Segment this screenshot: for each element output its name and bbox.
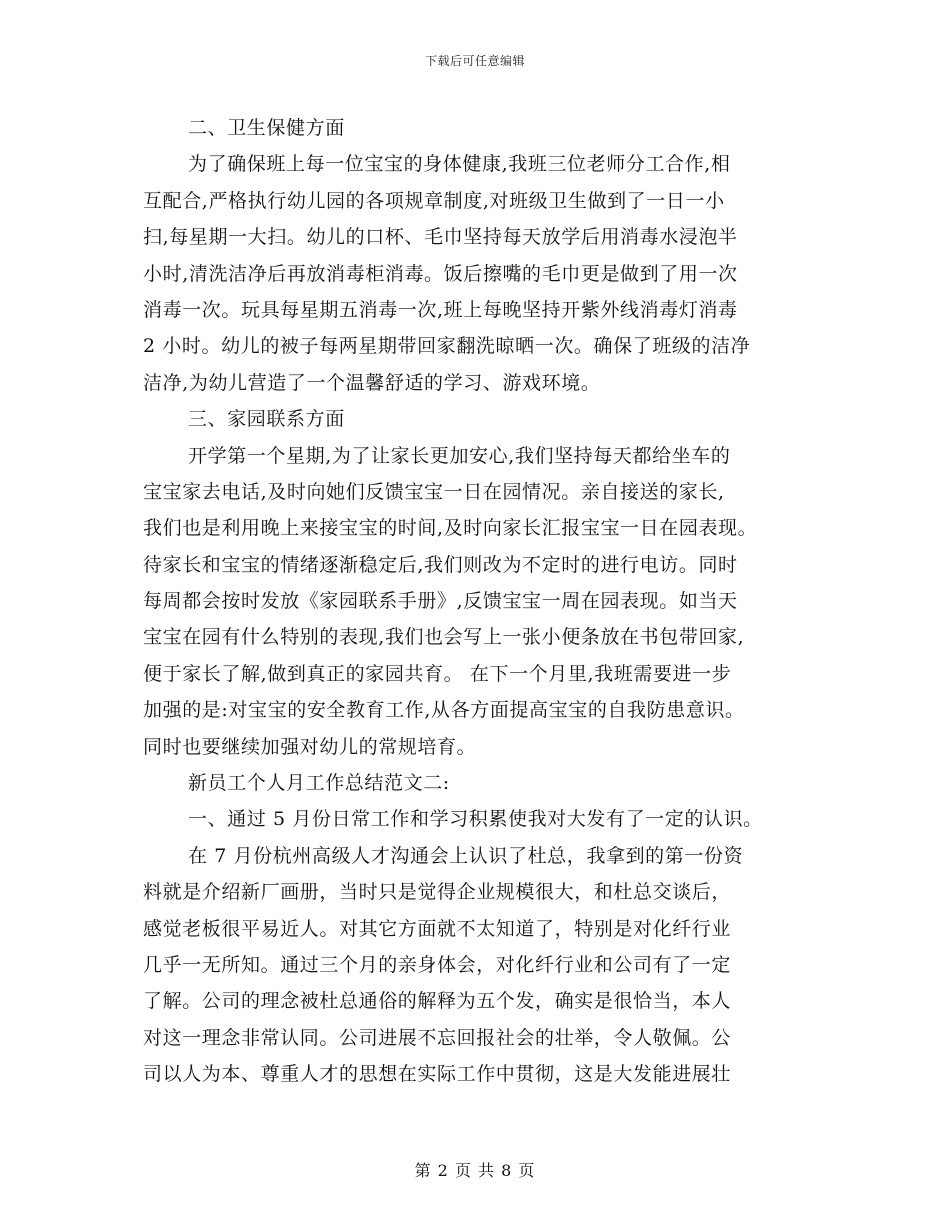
document-body	[143, 110, 823, 1093]
text-line: 三、家园联系方面	[188, 408, 345, 431]
text-line: 开学第一个星期,为了让家长更加安心,我们坚持每天都给坐车的	[188, 444, 731, 467]
page-footer: 第 2 页 共 8 页	[414, 1161, 536, 1180]
text-line: 加强的是:对宝宝的安全教育工作,从各方面提高宝宝的自我防患意识。	[143, 699, 745, 722]
text-line: 宝宝在园有什么特别的表现,我们也会写上一张小便条放在书包带回家,	[143, 626, 745, 649]
text-line: 待家长和宝宝的情绪逐渐稳定后,我们则改为不定时的进行电访。同时	[143, 553, 738, 576]
text-line: 扫,每星期一大扫。幼儿的口杯、毛巾坚持每天放学后用消毒水浸泡半	[143, 226, 738, 249]
text-line: 互配合,严格执行幼儿园的各项规章制度,对班级卫生做到了一日一小	[143, 189, 725, 212]
text-line: 在 7 月份杭州高级人才沟通会上认识了杜总，我拿到的第一份资	[188, 844, 744, 867]
text-line: 了解。公司的理念被杜总通俗的解释为五个发，确实是很恰当，本人	[143, 990, 732, 1013]
text-line: 宝宝家去电话,及时向她们反馈宝宝一日在园情况。亲自接送的家长,	[143, 480, 725, 503]
text-line: 洁净,为幼儿营造了一个温馨舒适的学习、游戏环境。	[143, 371, 601, 394]
text-line: 料就是介绍新厂画册，当时只是觉得企业规模很大，和杜总交谈后，	[143, 881, 732, 904]
text-line: 对这一理念非常认同。公司进展不忘回报社会的壮举，令人敬佩。公	[143, 1026, 732, 1049]
text-line: 2 小时。幼儿的被子每两星期带回家翻洗晾晒一次。确保了班级的洁净	[143, 335, 751, 358]
text-line: 二、卫生保健方面	[188, 117, 345, 139]
text-line: 为了确保班上每一位宝宝的身体健康,我班三位老师分工合作,相	[188, 153, 731, 176]
text-line: 便于家长了解,做到真正的家园共育。 在下一个月里,我班需要进一步	[143, 662, 732, 685]
text-line: 我们也是利用晚上来接宝宝的时间,及时向家长汇报宝宝一日在园表现。	[143, 517, 758, 540]
text-line: 同时也要继续加强对幼儿的常规培育。	[143, 735, 477, 758]
page-header: 下载后可任意编辑	[424, 54, 525, 68]
text-line: 新员工个人月工作总结范文二:	[188, 772, 450, 795]
text-line: 感觉老板很平易近人。对其它方面就不太知道了，特别是对化纤行业	[143, 917, 732, 940]
text-line: 一、通过 5 月份日常工作和学习积累使我对大发有了一定的认识。	[188, 808, 763, 831]
text-line: 几乎一无所知。通过三个月的亲身体会，对化纤行业和公司有了一定	[143, 953, 732, 976]
text-line: 小时,清洗洁净后再放消毒柜消毒。饭后擦嘴的毛巾更是做到了用一次	[143, 262, 738, 285]
text-line: 每周都会按时发放《家园联系手册》,反馈宝宝一周在园表现。如当天	[143, 590, 738, 613]
text-line: 司以人为本、尊重人才的思想在实际工作中贯彻，这是大发能进展壮	[143, 1063, 732, 1086]
text-line: 消毒一次。玩具每星期五消毒一次,班上每晚坚持开紫外线消毒灯消毒	[143, 298, 738, 321]
